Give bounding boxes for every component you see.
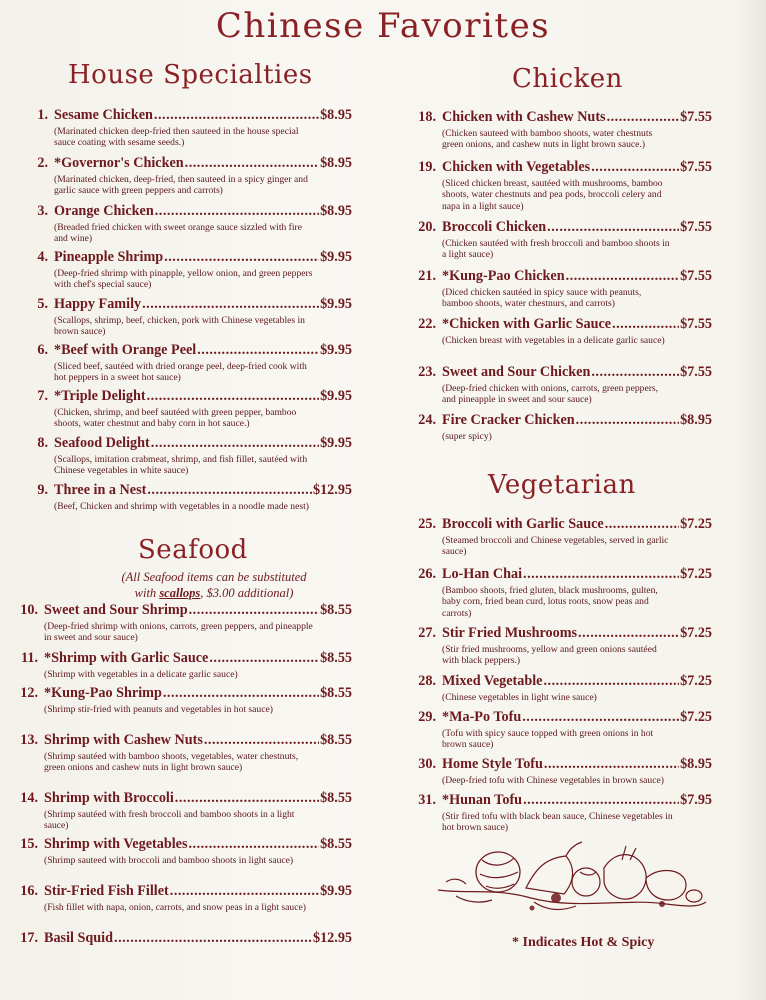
menu-item [410, 219, 712, 261]
menu-item-number: 9. [37, 482, 48, 498]
menu-item [12, 790, 352, 832]
menu-item-description: (Deep-fried shrimp with onions, carrots, green peppers, and pineapple in sweet and sour sauce) [44, 621, 313, 644]
section-heading-chicken: Chicken [512, 64, 623, 94]
menu-item-price: $9.95 [320, 249, 352, 265]
menu-item-name: Stir Fried Mushrooms [442, 625, 578, 641]
seafood-note-suffix: , $3.00 additional) [200, 586, 294, 600]
menu-item [22, 296, 352, 338]
menu-item-line [22, 296, 352, 313]
menu-item-number: 3. [37, 203, 48, 219]
menu-item-name: Sweet and Sour Shrimp [44, 602, 188, 618]
dot-leader [151, 435, 319, 452]
menu-item-description: (Steamed broccoli and Chinese vegetables, served in garlic sauce) [442, 535, 669, 558]
menu-title: Chinese Favorites [215, 6, 551, 46]
menu-item-number: 24. [418, 412, 436, 428]
menu-item-name: *Beef with Orange Peel [54, 342, 197, 358]
menu-item-price: $7.55 [680, 268, 712, 284]
menu-item-price: $12.95 [312, 482, 352, 498]
menu-item-number: 21. [418, 268, 436, 284]
menu-item [410, 516, 712, 558]
menu-item-line [410, 625, 712, 642]
menu-item-description: (Sliced beef, sautéed with dried orange peel, deep-fried cook with hot peppers in a sweet hot sauce) [54, 361, 307, 384]
dot-leader [523, 792, 679, 809]
menu-item-description: (Shrimp sauteed with broccoli and bamboo shoots in light sauce) [44, 855, 294, 866]
menu-item-number: 25. [418, 516, 436, 532]
menu-item [410, 268, 712, 310]
menu-item-description: (Chicken sautéed with fresh broccoli and bamboo shoots in a light sauce) [442, 238, 670, 261]
menu-item-name: *Hunan Tofu [442, 792, 523, 808]
menu-item-price: $8.55 [320, 836, 352, 852]
menu-item [410, 412, 712, 442]
menu-item-number: 1. [37, 107, 48, 123]
dot-leader [576, 412, 679, 429]
menu-item-description: (Tofu with spicy sauce topped with green onions in hot brown sauce) [442, 728, 654, 751]
dot-leader [209, 650, 319, 667]
menu-item-price: $12.95 [312, 930, 352, 946]
menu-item-description: (Deep-fried chicken with onions, carrots, green peppers, and pineapple in sweet and sour sauce) [442, 383, 659, 406]
menu-item [410, 756, 712, 786]
menu-item-name: Happy Family [54, 296, 142, 312]
menu-item-number: 31. [418, 792, 436, 808]
menu-item [12, 883, 352, 913]
menu-item [22, 435, 352, 477]
menu-item-number: 13. [20, 732, 38, 748]
menu-item [12, 930, 352, 947]
menu-item-line [410, 566, 712, 583]
menu-item [22, 388, 352, 430]
seafood-note-line1: (All Seafood items can be substituted [121, 570, 307, 584]
menu-item-line [410, 756, 712, 773]
dot-leader [204, 732, 319, 749]
menu-item [22, 342, 352, 384]
menu-item-number: 10. [20, 602, 38, 618]
menu-item [410, 792, 712, 834]
menu-item [410, 316, 712, 346]
menu-item-name: Shrimp with Cashew Nuts [44, 732, 203, 748]
menu-item-line [12, 602, 352, 619]
menu-item-name: *Kung-Pao Shrimp [44, 685, 162, 701]
menu-item-price: $8.95 [320, 203, 352, 219]
seafood-note-scallops: scallops [159, 586, 201, 600]
menu-item-description: (Breaded fried chicken with sweet orange sauce sizzled with fire and wine) [54, 222, 302, 245]
menu-item-number: 17. [20, 930, 38, 946]
menu-item [12, 685, 352, 715]
menu-item-number: 23. [418, 364, 436, 380]
menu-item-name: *Ma-Po Tofu [442, 709, 522, 725]
menu-item [12, 650, 352, 680]
menu-item-price: $7.95 [680, 792, 712, 808]
menu-item-price: $7.55 [680, 159, 712, 175]
menu-item-name: Sesame Chicken [54, 107, 153, 123]
menu-item-line [410, 709, 712, 726]
menu-item-description: (Stir fired tofu with black bean sauce, Chinese vegetables in hot brown sauce) [442, 811, 673, 834]
menu-item-description: (Fish fillet with napa, onion, carrots, and snow peas in a light sauce) [44, 902, 306, 913]
menu-item-line [410, 364, 712, 381]
menu-item-name: Shrimp with Vegetables [44, 836, 188, 852]
menu-item-number: 14. [20, 790, 38, 806]
menu-item-description: (Shrimp with vegetables in a delicate garlic sauce) [44, 669, 238, 680]
menu-item-name: *Shrimp with Garlic Sauce [44, 650, 209, 666]
menu-item-number: 15. [20, 836, 38, 852]
menu-item-price: $7.55 [680, 364, 712, 380]
menu-item [410, 159, 712, 212]
menu-item-line [410, 792, 712, 809]
dot-leader [114, 930, 312, 947]
menu-item-number: 18. [418, 109, 436, 125]
menu-item-name: Shrimp with Broccoli [44, 790, 174, 806]
seafood-note-prefix: with [134, 586, 160, 600]
menu-item [410, 709, 712, 751]
menu-item-name: Pineapple Shrimp [54, 249, 164, 265]
menu-item-description: (Shrimp sautéed with bamboo shoots, vegetables, water chestnuts, green onions and cashew nuts in light brown sauce) [44, 751, 299, 774]
menu-item-line [410, 673, 712, 690]
menu-item-number: 16. [20, 883, 38, 899]
menu-item [22, 155, 352, 197]
dot-leader [189, 602, 319, 619]
dot-leader [605, 516, 679, 533]
menu-item-line [22, 388, 352, 405]
dot-leader [175, 790, 319, 807]
menu-item-description: (Chicken sauteed with bamboo shoots, water chestnuts green onions, and cashew nuts in light brown sauce.) [442, 128, 653, 151]
dot-leader [591, 159, 679, 176]
menu-item-name: Seafood Delight [54, 435, 150, 451]
menu-item-name: Broccoli with Garlic Sauce [442, 516, 604, 532]
menu-item-line [22, 203, 352, 220]
menu-item [410, 109, 712, 151]
dot-leader [155, 203, 319, 220]
menu-item-description: (Deep-fried tofu with Chinese vegetables in brown sauce) [442, 775, 664, 786]
menu-item-line [22, 107, 352, 124]
menu-item-name: Broccoli Chicken [442, 219, 547, 235]
menu-item-description: (Deep-fried shrimp with pinapple, yellow onion, and green peppers with chef's special sauce) [54, 268, 313, 291]
menu-item-description: (Marinated chicken deep-fried then sauteed in the house special sauce coating with sesame seeds.) [54, 126, 299, 149]
dot-leader [142, 296, 319, 313]
section-heading-seafood: Seafood [138, 535, 248, 565]
menu-item-description: (Shrimp sautéed with fresh broccoli and bamboo shoots in a light sauce) [44, 809, 295, 832]
menu-item-number: 2. [37, 155, 48, 171]
dot-leader [566, 268, 679, 285]
menu-item-price: $8.55 [320, 732, 352, 748]
menu-item-description: (Scallops, shrimp, beef, chicken, pork with Chinese vegetables in brown sauce) [54, 315, 305, 338]
menu-item-line [410, 219, 712, 236]
dot-leader [185, 155, 319, 172]
menu-item-line [12, 883, 352, 900]
menu-item-price: $7.25 [680, 709, 712, 725]
dot-leader [578, 625, 679, 642]
menu-item [410, 673, 712, 703]
menu-item-price: $8.95 [680, 756, 712, 772]
menu-item-line [12, 650, 352, 667]
menu-item-price: $9.95 [320, 883, 352, 899]
menu-item [410, 566, 712, 619]
dot-leader [164, 249, 319, 266]
menu-item [22, 203, 352, 245]
seafood-substitution-note [98, 569, 330, 601]
menu-item-price: $7.25 [680, 566, 712, 582]
menu-item-price: $7.25 [680, 516, 712, 532]
menu-item-line [22, 249, 352, 266]
menu-item-line [12, 732, 352, 749]
menu-item-number: 22. [418, 316, 436, 332]
dot-leader [188, 836, 319, 853]
menu-item-price: $9.95 [320, 342, 352, 358]
menu-item-name: *Kung-Pao Chicken [442, 268, 565, 284]
dot-leader [522, 709, 679, 726]
dot-leader [154, 107, 319, 124]
menu-item-price: $8.55 [320, 602, 352, 618]
menu-item-number: 12. [20, 685, 38, 701]
menu-item-price: $7.55 [680, 109, 712, 125]
menu-item-number: 28. [418, 673, 436, 689]
menu-item-name: Lo-Han Chai [442, 566, 523, 582]
hot-spicy-footnote: * Indicates Hot & Spicy [512, 935, 655, 950]
dot-leader [163, 685, 319, 702]
menu-item-line [12, 685, 352, 702]
menu-item-name: Orange Chicken [54, 203, 154, 219]
menu-item-name: Chicken with Vegetables [442, 159, 591, 175]
menu-item-name: *Governor's Chicken [54, 155, 184, 171]
menu-item [410, 364, 712, 406]
menu-item-line [22, 155, 352, 172]
seafood-note-line2 [98, 585, 330, 601]
menu-item-name: Basil Squid [44, 930, 114, 946]
dot-leader [543, 673, 679, 690]
menu-item-line [12, 836, 352, 853]
menu-item [410, 625, 712, 667]
dot-leader [523, 566, 679, 583]
menu-item-number: 20. [418, 219, 436, 235]
menu-item-line [410, 109, 712, 126]
menu-item-line [22, 482, 352, 499]
menu-item-name: Sweet and Sour Chicken [442, 364, 591, 380]
menu-item-number: 11. [21, 650, 38, 666]
menu-item-line [12, 930, 352, 947]
menu-item-description: (Chicken breast with vegetables in a delicate garlic sauce) [442, 335, 665, 346]
dot-leader [147, 388, 320, 405]
menu-item-number: 29. [418, 709, 436, 725]
menu-item-number: 26. [418, 566, 436, 582]
menu-item-number: 8. [37, 435, 48, 451]
menu-item-price: $7.25 [680, 625, 712, 641]
menu-item [22, 107, 352, 149]
dot-leader [591, 364, 679, 381]
menu-item-name: *Chicken with Garlic Sauce [442, 316, 612, 332]
menu-item-line [22, 342, 352, 359]
menu-item-description: (Marinated chicken, deep-fried, then sauteed in a spicy ginger and garlic sauce with green peppers and carrots) [54, 174, 308, 197]
menu-item-description: (Scallops, imitation crabmeat, shrimp, and fish fillet, sautéed with Chinese vegetables in white sauce) [54, 454, 308, 477]
menu-item-line [12, 790, 352, 807]
menu-item-price: $8.55 [320, 790, 352, 806]
page-edge-shadow [736, 0, 766, 1000]
menu-item-line [410, 412, 712, 429]
menu-item-number: 27. [418, 625, 436, 641]
menu-item-description: (Beef, Chicken and shrimp with vegetables in a noodle made nest) [54, 501, 309, 512]
menu-item [12, 836, 352, 866]
dot-leader [170, 883, 319, 900]
menu-item-price: $9.95 [320, 296, 352, 312]
menu-item-description: (Diced chicken sautéed in spicy sauce with peanuts, bamboo shoots, water chestnurs, and carrots) [442, 287, 642, 310]
menu-item-price: $7.55 [680, 316, 712, 332]
menu-item-name: Mixed Vegetable [442, 673, 543, 689]
menu-item-description: (super spicy) [442, 431, 492, 442]
menu-item-price: $9.95 [320, 388, 352, 404]
menu-item-line [410, 316, 712, 333]
menu-item-description: (Bamboo shoots, fried gluten, black mushrooms, gulten, baby corn, fried bean curd, lotus roots, snow peas and carrots) [442, 585, 658, 619]
dot-leader [544, 756, 679, 773]
dot-leader [612, 316, 679, 333]
menu-item [22, 482, 352, 512]
menu-item-price: $7.55 [680, 219, 712, 235]
menu-item-number: 30. [418, 756, 436, 772]
menu-item-name: Fire Cracker Chicken [442, 412, 575, 428]
menu-item-line [410, 516, 712, 533]
menu-item-number: 5. [37, 296, 48, 312]
dot-leader [607, 109, 680, 126]
menu-item [22, 249, 352, 291]
dot-leader [547, 219, 679, 236]
menu-item-line [410, 268, 712, 285]
menu-item-description: (Sliced chicken breast, sautéed with mushrooms, bamboo shoots, water chestnuts and pea pods, broccoli celery and napa in a light sauce) [442, 178, 663, 212]
menu-item [12, 732, 352, 774]
section-heading-house-specialties: House Specialties [68, 60, 313, 90]
menu-item-name: Three in a Nest [54, 482, 147, 498]
menu-item-number: 4. [37, 249, 48, 265]
menu-item-number: 6. [37, 342, 48, 358]
menu-item-name: *Triple Delight [54, 388, 146, 404]
menu-item-description: (Shrimp stir-fried with peanuts and vegetables in hot sauce) [44, 704, 273, 715]
menu-item-price: $8.95 [680, 412, 712, 428]
menu-item-price: $8.55 [320, 685, 352, 701]
menu-item-name: Stir-Fried Fish Fillet [44, 883, 169, 899]
menu-item-price: $9.95 [320, 435, 352, 451]
menu-item-description: (Chinese vegetables in light wine sauce) [442, 692, 597, 703]
menu-item-price: $7.25 [680, 673, 712, 689]
menu-item-name: Chicken with Cashew Nuts [442, 109, 606, 125]
menu-item-description: (Stir fried mushrooms, yellow and green onions sautéed with black peppers.) [442, 644, 657, 667]
menu-item-line [410, 159, 712, 176]
dot-leader [197, 342, 319, 359]
menu-item-line [22, 435, 352, 452]
vegetables-illustration [436, 838, 708, 928]
menu-item-number: 7. [37, 388, 48, 404]
menu-item-price: $8.95 [320, 107, 352, 123]
section-heading-vegetarian: Vegetarian [488, 470, 636, 500]
menu-item-description: (Chicken, shrimp, and beef sautéed with green pepper, bamboo shoots, water chestnut and baby corn in hot sauce.) [54, 407, 297, 430]
menu-item-price: $8.95 [320, 155, 352, 171]
menu-item-name: Home Style Tofu [442, 756, 543, 772]
dot-leader [147, 482, 312, 499]
menu-item-number: 19. [418, 159, 436, 175]
menu-item [12, 602, 352, 644]
menu-item-price: $8.55 [320, 650, 352, 666]
